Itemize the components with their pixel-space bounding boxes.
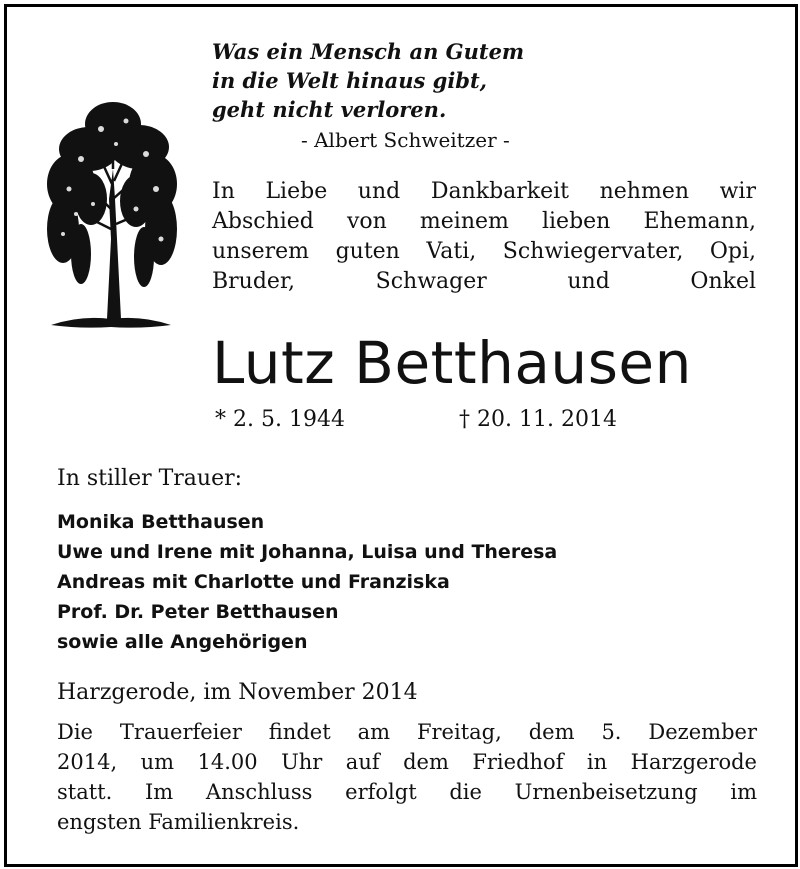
quote: [212, 37, 524, 124]
funeral-line: Die Trauerfeier findet am Freitag, dem 5. Dezember: [57, 720, 757, 744]
funeral-line: engsten Familienkreis.: [57, 810, 300, 834]
intro-text: [212, 177, 756, 297]
mourner-name: Uwe und Irene mit Johanna, Luisa und Theresa: [57, 541, 558, 563]
intro-line: unserem guten Vati, Schwiegervater, Opi,: [212, 239, 756, 264]
obituary-card: [4, 4, 798, 867]
death-date: † 20. 11. 2014: [459, 407, 617, 432]
quote-author: - Albert Schweitzer -: [301, 128, 510, 152]
birth-date: * 2. 5. 1944: [215, 407, 345, 432]
mourner-name: sowie alle Angehörigen: [57, 631, 308, 653]
birch-tree-image: [41, 89, 181, 334]
quote-line: in die Welt hinaus gibt,: [212, 68, 487, 93]
deceased-name: Lutz Betthausen: [212, 329, 692, 397]
quote-line: geht nicht verloren.: [212, 97, 447, 122]
place-date: Harzgerode, im November 2014: [57, 680, 418, 705]
mourners-list: [57, 507, 557, 657]
mourner-name: Monika Betthausen: [57, 511, 265, 533]
intro-line: Abschied von meinem lieben Ehemann,: [212, 209, 756, 234]
mourner-name: Andreas mit Charlotte und Franziska: [57, 571, 450, 593]
funeral-line: 2014, um 14.00 Uhr auf dem Friedhof in Harzgerode: [57, 750, 757, 774]
intro-line: Bruder, Schwager und Onkel: [212, 269, 756, 294]
mourner-name: Prof. Dr. Peter Betthausen: [57, 601, 339, 623]
funeral-info: [57, 717, 757, 837]
funeral-line: statt. Im Anschluss erfolgt die Urnenbeisetzung im: [57, 780, 757, 804]
quote-line: Was ein Mensch an Gutem: [212, 39, 525, 64]
intro-line: In Liebe und Dankbarkeit nehmen wir: [212, 179, 756, 204]
mourning-heading: In stiller Trauer:: [57, 466, 243, 491]
